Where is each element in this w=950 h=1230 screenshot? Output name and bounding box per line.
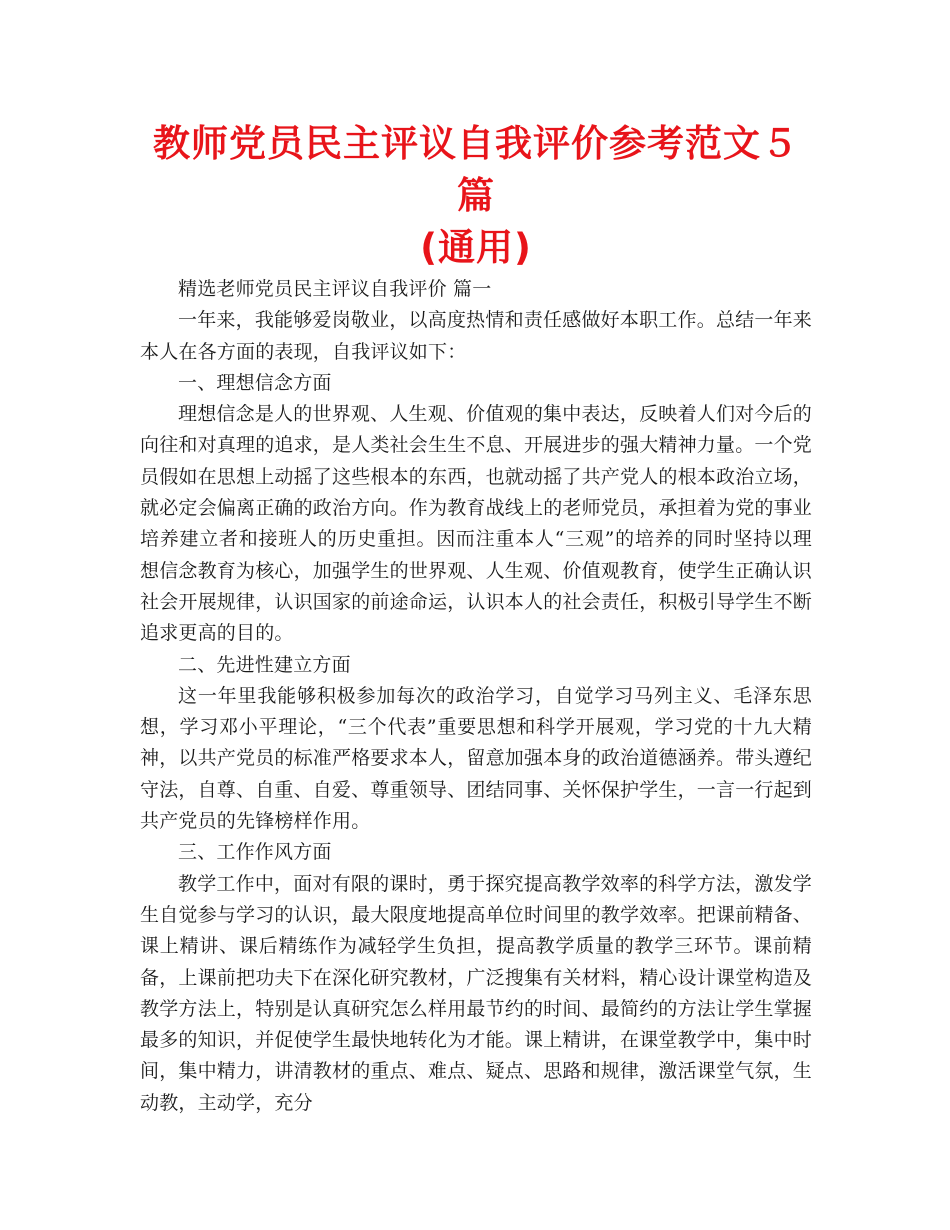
paragraph: 这一年里我能够积极参加每次的政治学习，自觉学习马列主义、毛泽东思想，学习邓小平理论，“三个代表”重要思想和科学开展观，学习党的十九大精神，以共产党员的标准严格要求本人，留意加强本身的政治道德涵养。带头遵纪守法，自尊、自重、自爱、尊重领导、团结同事、关怀保护学生，一言一行起到共产党员的先锋榜样作用。	[140, 684, 813, 833]
title-line-1: 教师党员民主评议自我评价参考范文５篇	[153, 122, 799, 217]
section-heading: 精选老师党员民主评议自我评价 篇一	[178, 278, 492, 300]
section-heading: 一、理想信念方面	[178, 371, 332, 394]
document-page	[140, 118, 812, 1119]
title-line-2: (通用)	[420, 226, 532, 269]
section-heading: 二、先进性建立方面	[178, 653, 351, 676]
section-heading: 三、工作作风方面	[178, 841, 332, 864]
paragraph: 理想信念是人的世界观、人生观、价值观的集中表达，反映着人们对今后的向往和对真理的追求，是人类社会生生不息、开展进步的强大精神力量。一个党员假如在思想上动摇了这些根本的东西，也就动摇了共产党人的根本政治立场，就必定会偏离正确的政治方向。作为教育战线上的老师党员，承担着为党的事业培养建立者和接班人的历史重担。因而注重本人“三观”的培养的同时坚持以理想信念教育为核心，加强学生的世界观、人生观、价值观教育，使学生正确认识社会开展规律，认识国家的前途命运，认识本人的社会责任，积极引导学生不断追求更高的目的。	[140, 403, 813, 645]
paragraph: 一年来，我能够爱岗敬业，以高度热情和责任感做好本职工作。总结一年来本人在各方面的表现，自我评议如下：	[140, 309, 812, 363]
document-title	[136, 118, 816, 274]
paragraph: 教学工作中，面对有限的课时，勇于探究提高教学效率的科学方法，激发学生自觉参与学习的认识，最大限度地提高单位时间里的教学效率。把课前精备、课上精讲、课后精练作为减轻学生负担，提高教学质量的教学三环节。课前精备，上课前把功夫下在深化研究教材，广泛搜集有关材料，精心设计课堂构造及教学方法上，特别是认真研究怎么样用最节约的时间、最简约的方法让学生掌握最多的知识，并促使学生最快地转化为才能。课上精讲，在课堂教学中，集中时间，集中精力，讲清教材的重点、难点、疑点、思路和规律，激活课堂气氛，生动教，主动学，充分	[140, 872, 813, 1114]
